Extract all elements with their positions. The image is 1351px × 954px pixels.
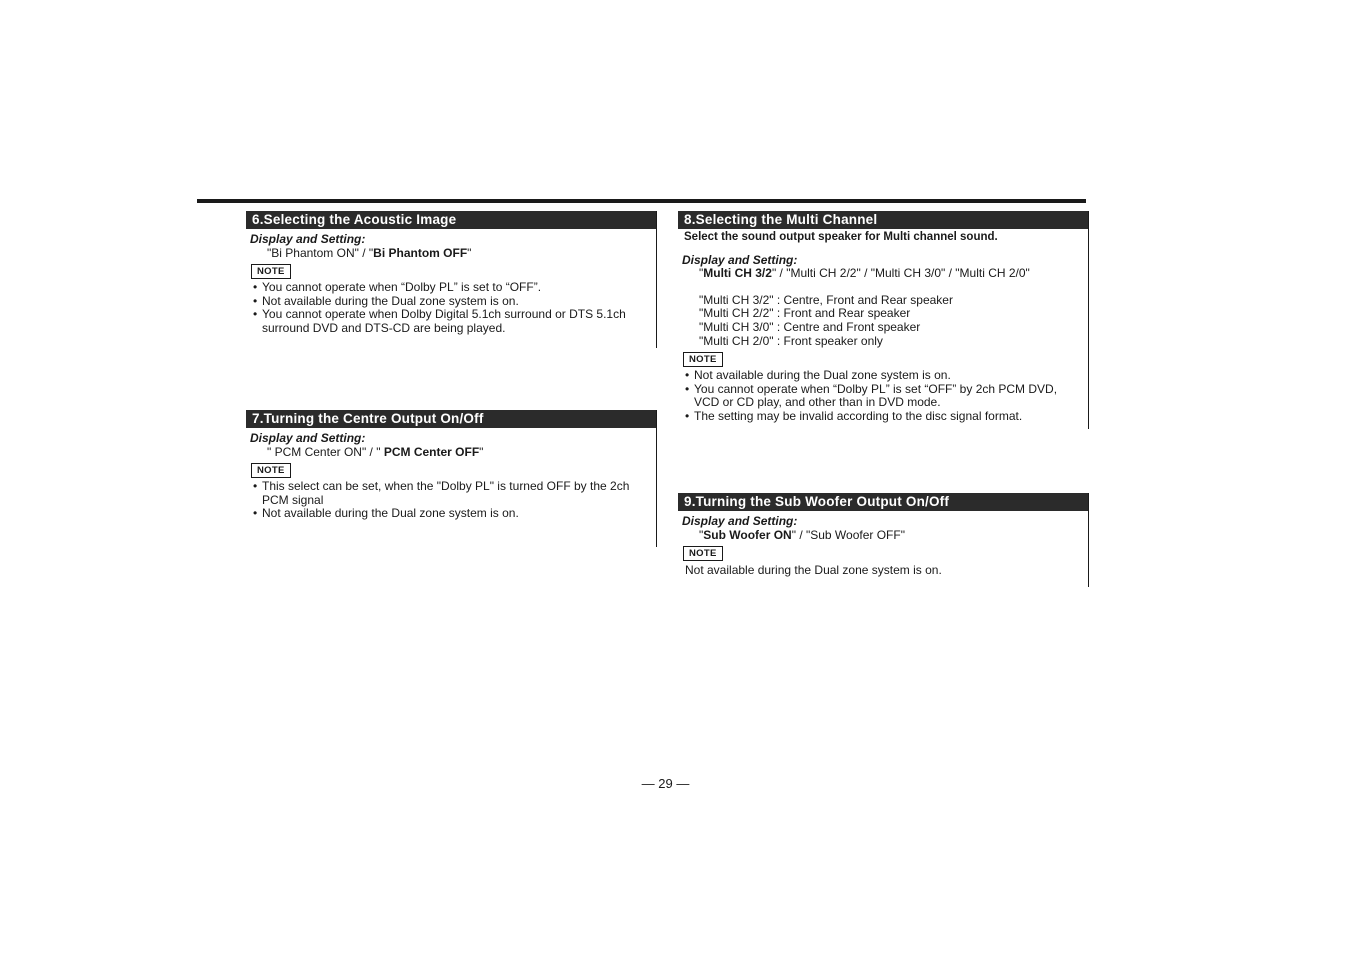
note-item: • You cannot operate when Dolby Digital 5.1ch surround or DTS 5.1ch surround DVD and DTS-CD are being played. [253, 308, 630, 335]
display-setting-values [250, 247, 656, 261]
value-normal: " / "Multi CH 2/2" / "Multi CH 3/0" / "Multi CH 2/0" [771, 266, 1030, 281]
section-title: 9.Turning the Sub Woofer Output On/Off [678, 493, 1088, 511]
section-body [678, 515, 1088, 578]
channel-description: "Multi CH 2/2" : Front and Rear speaker [699, 306, 911, 321]
section-intro: Select the sound output speaker for Multi channel sound. [684, 231, 998, 243]
page-number: — 29 — [641, 776, 690, 791]
note-badge: NOTE [251, 264, 291, 279]
note-badge: NOTE [683, 546, 723, 561]
section-title: 6.Selecting the Acoustic Image [246, 211, 656, 229]
value-tail: " [467, 245, 472, 260]
note-badge: NOTE [251, 463, 291, 478]
display-setting-values [682, 267, 1088, 281]
note-list [682, 369, 1074, 423]
channel-descriptions [682, 294, 1088, 348]
section-centre-output [246, 410, 657, 547]
note-text: Not available during the Dual zone system is on. [685, 563, 942, 578]
section-title: 8.Selecting the Multi Channel [678, 211, 1088, 229]
note-list [250, 281, 630, 335]
display-setting-values [682, 529, 1088, 543]
value-normal: " PCM Center ON" / " [267, 444, 384, 459]
note-item: • Not available during the Dual zone system is on. [253, 295, 630, 309]
value-normal: " / "Sub Woofer OFF" [791, 527, 905, 542]
channel-description: "Multi CH 2/0" : Front speaker only [699, 333, 883, 348]
value-normal: "Bi Phantom ON" / " [267, 245, 374, 260]
display-setting-label: Display and Setting: [682, 252, 798, 267]
section-multi-channel [678, 211, 1089, 429]
value-bold: Multi CH 3/2 [703, 266, 772, 281]
channel-description: "Multi CH 3/0" : Centre and Front speaker [699, 319, 921, 334]
top-rule [197, 199, 1086, 203]
note-item: • This select can be set, when the "Dolby PL" is turned OFF by the 2ch PCM signal [253, 480, 630, 507]
note-list [250, 480, 630, 521]
display-setting-label: Display and Setting: [682, 514, 798, 528]
value-bold: Bi Phantom OFF [373, 245, 468, 260]
note-item: • You cannot operate when “Dolby PL” is set to “OFF”. [253, 281, 630, 295]
note-item: • Not available during the Dual zone system is on. [685, 369, 1074, 383]
section-title: 7.Turning the Centre Output On/Off [246, 410, 656, 428]
value-tail: " [479, 444, 484, 459]
note-badge: NOTE [683, 352, 723, 367]
section-acoustic-image [246, 211, 657, 348]
value-bold: Sub Woofer ON [703, 527, 792, 542]
value-bold: PCM Center OFF [383, 444, 480, 459]
section-sub-woofer [678, 493, 1089, 587]
note-item: • Not available during the Dual zone system is on. [253, 507, 630, 521]
section-body [246, 432, 656, 521]
display-setting-label: Display and Setting: [250, 232, 366, 246]
value-head: " [699, 266, 704, 281]
note-item: • The setting may be invalid according to the disc signal format. [685, 410, 1074, 424]
display-setting-values [250, 446, 656, 460]
section-body [678, 231, 1088, 424]
display-setting-label: Display and Setting: [250, 431, 366, 445]
channel-description: "Multi CH 3/2" : Centre, Front and Rear speaker [699, 292, 953, 307]
section-body [246, 233, 656, 336]
note-item: • You cannot operate when “Dolby PL” is set “OFF” by 2ch PCM DVD, VCD or CD play, and other than in DVD mode. [685, 383, 1074, 410]
value-head: " [699, 527, 704, 542]
